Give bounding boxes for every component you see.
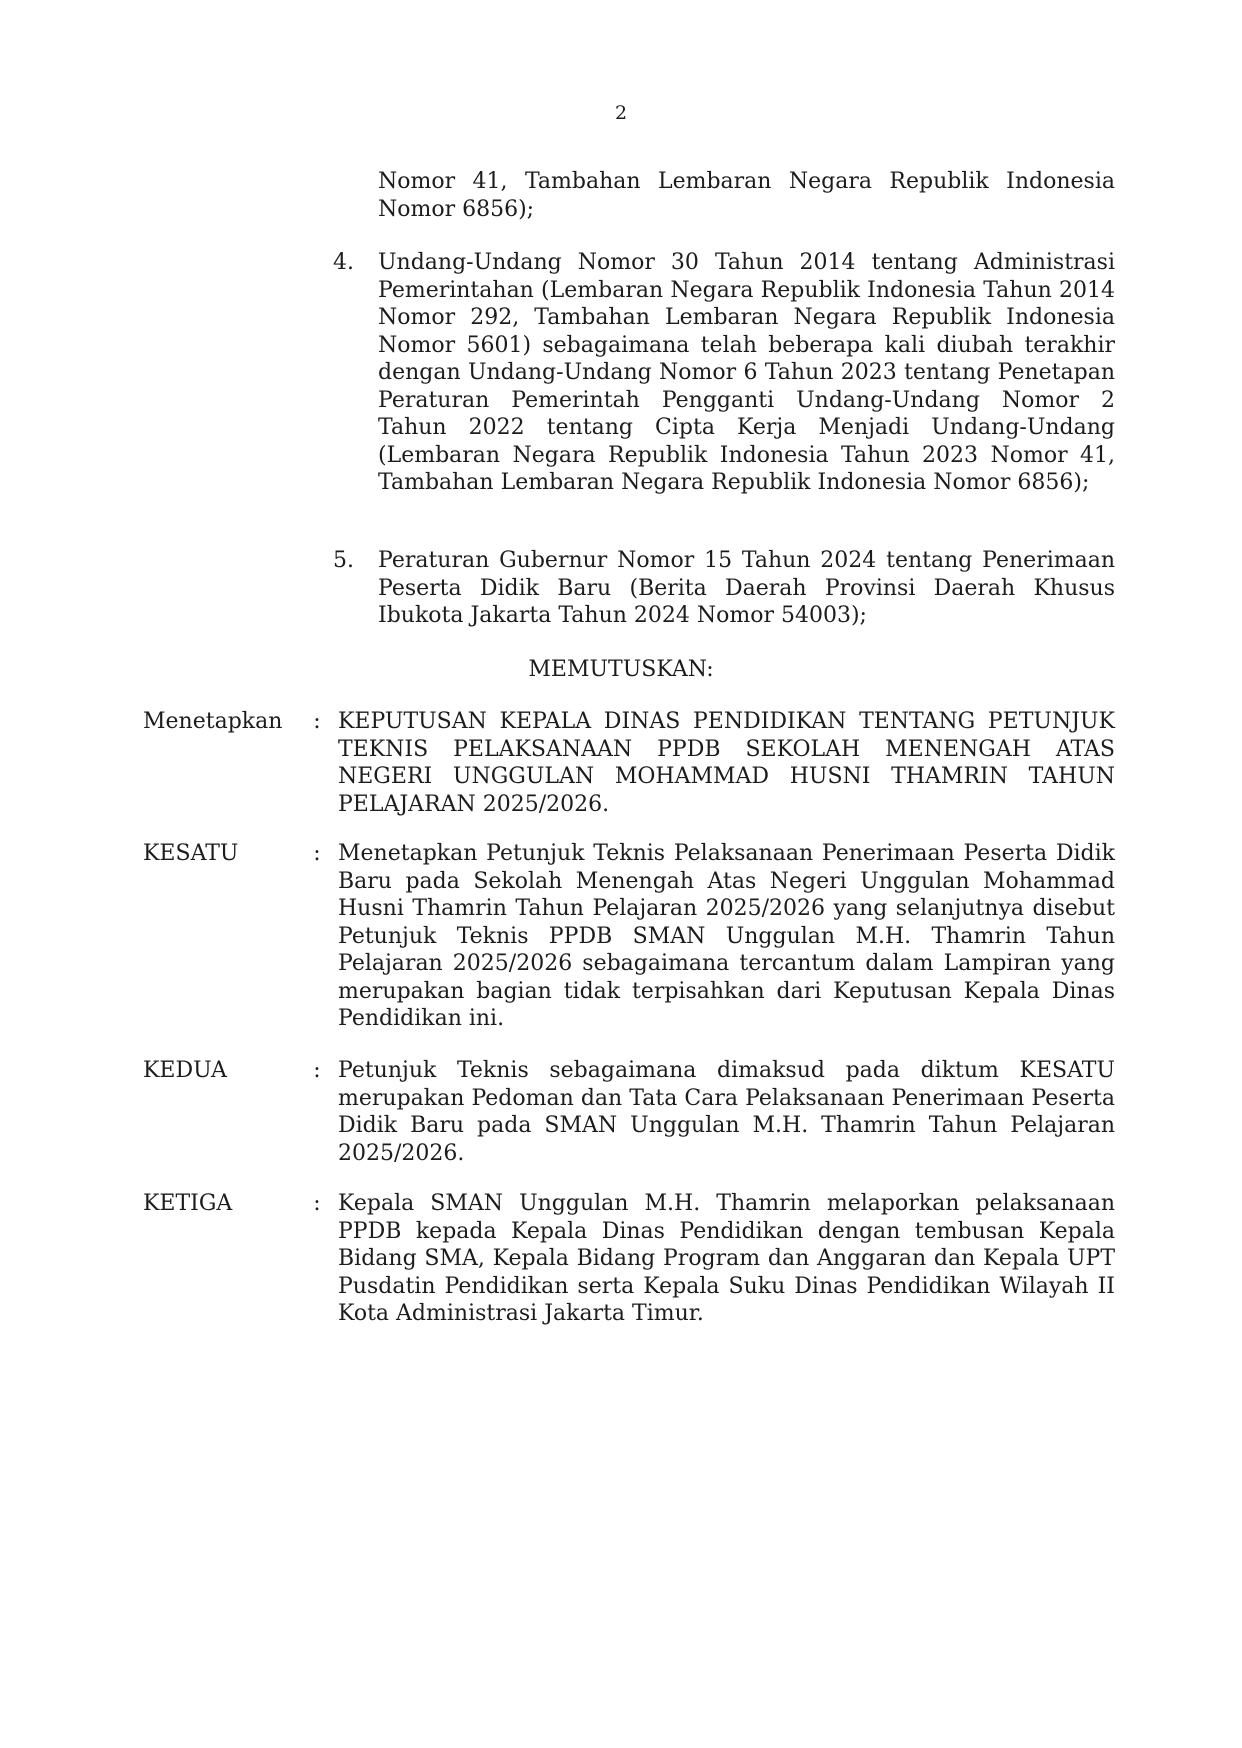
- item-number: 5.: [333, 548, 354, 573]
- legal-basis-item-5: [333, 547, 1115, 630]
- decision-text: KEPUTUSAN KEPALA DINAS PENDIDIKAN TENTANG PETUNJUK TEKNIS PELAKSANAAN PPDB SEKOLAH MENENGAH ATAS NEGERI UNGGULAN MOHAMMAD HUSNI THAMRIN TAHUN PELAJARAN 2025/2026.: [338, 709, 1115, 817]
- decision-heading: MEMUTUSKAN:: [528, 657, 714, 682]
- decision-text: Petunjuk Teknis sebagaimana dimaksud pada diktum KESATU merupakan Pedoman dan Tata Cara Pelaksanaan Penerimaan Peserta Didik Baru pada SMAN Unggulan M.H. Thamrin Tahun Pelajaran 2025/2026.: [338, 1058, 1115, 1166]
- continuation-paragraph: Nomor 41, Tambahan Lembaran Negara Republik Indonesia Nomor 6856);: [378, 169, 1115, 222]
- decision-text: Menetapkan Petunjuk Teknis Pelaksanaan Penerimaan Peserta Didik Baru pada Sekolah Menengah Atas Negeri Unggulan Mohammad Husni Thamrin Tahun Pelajaran 2025/2026 yang selanjutnya disebut Petunjuk Teknis PPDB SMAN Unggulan M.H. Thamrin Tahun Pelajaran 2025/2026 sebagaimana tercantum dalam Lampiran yang merupakan bagian tidak terpisahkan dari Keputusan Kepala Dinas Pendidikan ini.: [338, 841, 1115, 1031]
- decision-row-kesatu: [143, 840, 1115, 1033]
- item-text: Undang-Undang Nomor 30 Tahun 2014 tentang Administrasi Pemerintahan (Lembaran Negara Republik Indonesia Tahun 2014 Nomor 292, Tambahan Lembaran Negara Republik Indonesia Nomor 5601) sebagaimana telah beberapa kali diubah terakhir dengan Undang-Undang Nomor 6 Tahun 2023 tentang Penetapan Peraturan Pemerintah Pengganti Undang-Undang Nomor 2 Tahun 2022 tentang Cipta Kerja Menjadi Undang-Undang (Lembaran Negara Republik Indonesia Tahun 2023 Nomor 41, Tambahan Lembaran Negara Republik Indonesia Nomor 6856);: [378, 250, 1115, 495]
- decision-row-kedua: [143, 1057, 1115, 1167]
- decision-row-menetapkan: [143, 708, 1115, 818]
- page-number: 2: [614, 102, 628, 124]
- decision-colon: :: [313, 841, 321, 866]
- item-number: 4.: [333, 250, 354, 275]
- decision-text: Kepala SMAN Unggulan M.H. Thamrin melaporkan pelaksanaan PPDB kepada Kepala Dinas Pendidikan dengan tembusan Kepala Bidang SMA, Kepala Bidang Program dan Anggaran dan Kepala UPT Pusdatin Pendidikan serta Kepala Suku Dinas Pendidikan Wilayah II Kota Administrasi Jakarta Timur.: [338, 1191, 1115, 1326]
- decision-colon: :: [313, 709, 321, 734]
- decision-colon: :: [313, 1191, 321, 1216]
- decision-row-ketiga: [143, 1190, 1115, 1328]
- decision-label: KESATU: [143, 841, 239, 866]
- decision-colon: :: [313, 1058, 321, 1083]
- decision-label: KEDUA: [143, 1058, 227, 1083]
- decision-label: KETIGA: [143, 1191, 233, 1216]
- legal-basis-item-4: [333, 249, 1115, 497]
- item-text: Peraturan Gubernur Nomor 15 Tahun 2024 tentang Penerimaan Peserta Didik Baru (Berita Daerah Provinsi Daerah Khusus Ibukota Jakarta Tahun 2024 Nomor 54003);: [378, 548, 1115, 628]
- decision-label: Menetapkan: [143, 709, 283, 734]
